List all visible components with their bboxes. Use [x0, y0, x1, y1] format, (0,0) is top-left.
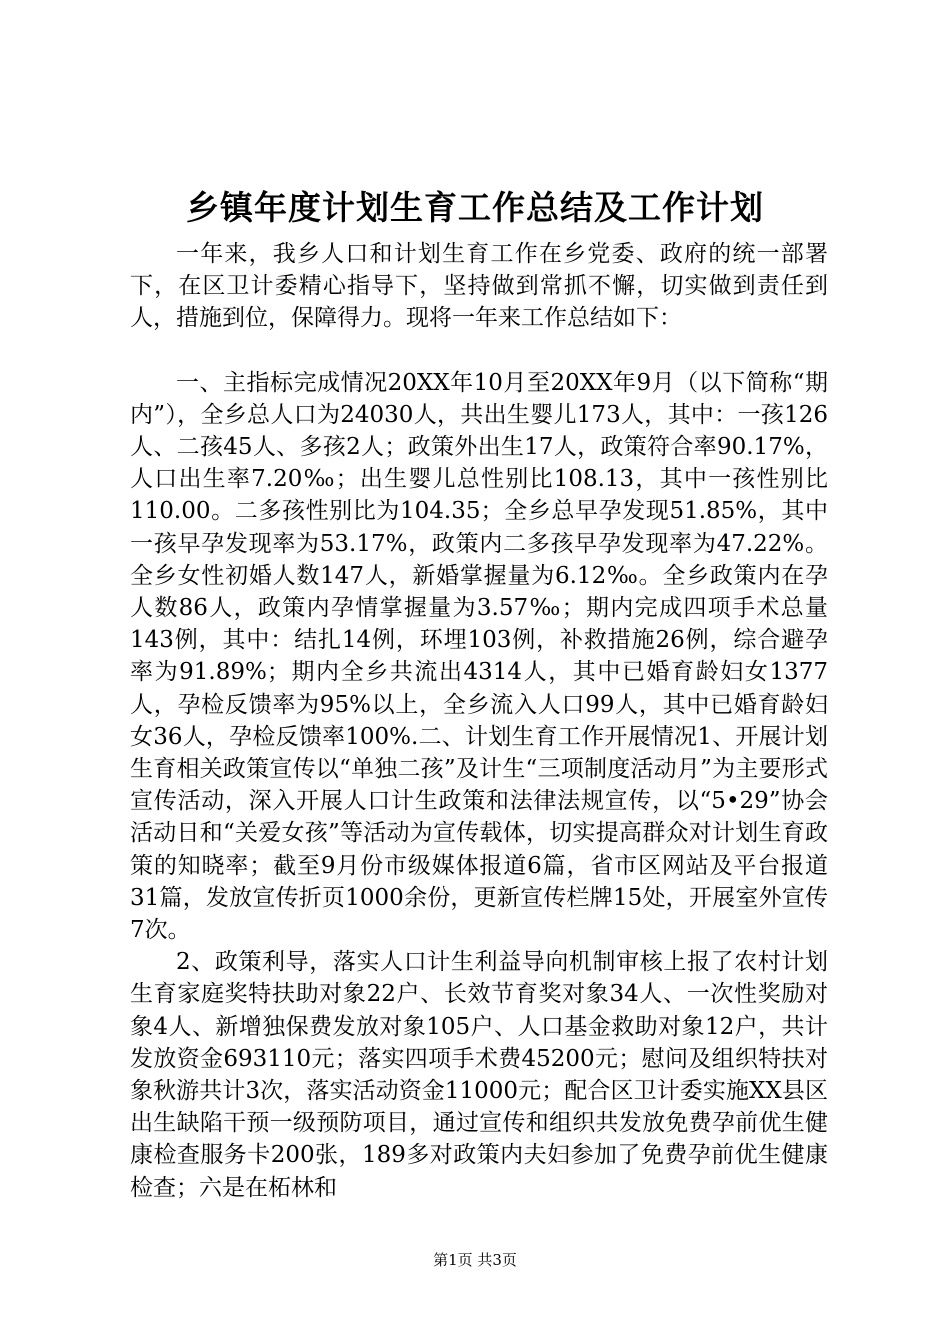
paragraph-indicators: 一、主指标完成情况20XX年10月至20XX年9月（以下简称“期内”），全乡总人口为24030人，共出生婴儿173人，其中：一孩126人、二孩45人、多孩2人；政策外出生17人，政策符合率90.17%，人口出生率7.20‰；出生婴儿总性别比108.13，其中一孩性别比110.00。二多孩性别比为104.35；全乡总早孕发现51.85%，其中一孩早孕发现率为53.17%，政策内二多孩早孕发现率为47.22%。全乡女性初婚人数147人，新婚掌握量为6.12‰。全乡政策内在孕人数86人，政策内孕情掌握量为3.57‰；期内完成四项手术总量143例，其中：结扎14例，环埋103例，补救措施26例，综合避孕率为91.89%；期内全乡共流出4314人，其中已婚育龄妇女1377人，孕检反馈率为95%以上，全乡流入人口99人，其中已婚育龄妇女36人，孕检反馈率100%.二、计划生育工作开展情况1、开展计划生育相关政策宣传以“单独二孩”及计生“三项制度活动月”为主要形式宣传活动，深入开展人口计生政策和法律法规宣传，以“5•29”协会活动日和“关爱女孩”等活动为宣传载体，切实提高群众对计划生育政策的知晓率；截至9月份市级媒体报道6篇，省市区网站及平台报道31篇，发放宣传折页1000余份，更新宣传栏牌15处，开展室外宣传7次。: [130, 369, 828, 944]
paragraph-policy: 2、政策利导，落实人口计生利益导向机制审核上报了农村计划生育家庭奖特扶助对象22户、长效节育奖对象34人、一次性奖励对象4人、新增独保费发放对象105户、人口基金救助对象12户，共计发放资金693110元；落实四项手术费45200元；慰问及组织特扶对象秋游共计3次，落实活动资金11000元；配合区卫计委实施XX县区出生缺陷干预一级预防项目，通过宣传和组织共发放免费孕前优生健康检查服务卡200张，189多对政策内夫妇参加了免费孕前优生健康检查；六是在柘林和: [130, 949, 828, 1201]
document-title: 乡镇年度计划生育工作总结及工作计划: [186, 188, 764, 227]
document-body: [130, 238, 828, 1204]
paragraph-intro: 一年来，我乡人口和计划生育工作在乡党委、政府的统一部署下，在区卫计委精心指导下，坚持做到常抓不懈，切实做到责任到人，措施到位，保障得力。现将一年来工作总结如下：: [130, 241, 828, 332]
page-footer: 第1页 共3页: [433, 1251, 517, 1269]
